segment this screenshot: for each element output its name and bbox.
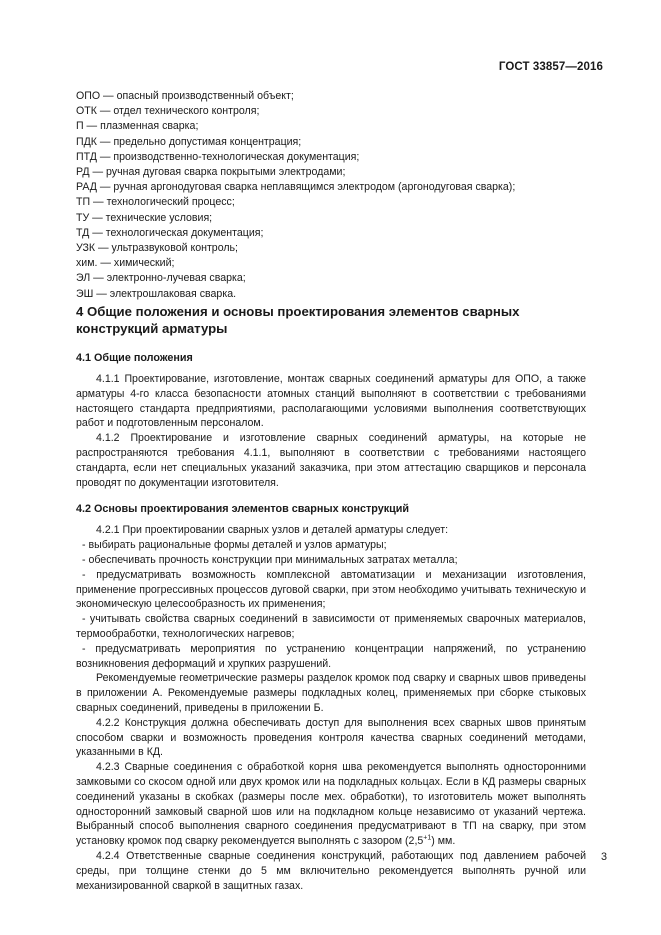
subsection-4-2-heading: 4.2 Основы проектирования элементов сварных конструкций: [76, 503, 410, 516]
abbreviation-item: ЭЛ — электронно-лучевая сварка;: [76, 272, 246, 285]
paragraph-4-2-1: 4.2.1 При проектировании сварных узлов и деталей арматуры следует:: [96, 524, 449, 537]
list-item: - предусматривать мероприятия по устранению концентрации напряжений, по устранению возникновения деформаций и хрупких разрушений.: [76, 642, 586, 670]
tolerance-superscript: +1: [423, 834, 432, 842]
abbreviation-item: ТП — технологический процесс;: [76, 196, 235, 209]
abbreviation-item: ТД — технологическая документация;: [76, 226, 264, 239]
list-item: - предусматривать возможность комплексной автоматизации и механизации изготовления, применение прогрессивных процессов дуговой сварки, при этом необходимо учитывать техническую и экономическую целесообразность их применения;: [76, 568, 586, 611]
paragraph-4-1-1: 4.1.1 Проектирование, изготовление, монтаж сварных соединений арматуры для ОПО, а также арматуры 4-го класса безопасности атомных станций выполняют в соответствии с требованиями настоящего стандарта предприятиями, располагающими условиями выполнения соответствующих работ и подготовленным персоналом.: [76, 373, 586, 430]
subsection-4-1-heading: 4.1 Общие положения: [76, 352, 193, 364]
abbreviation-item: ОТК — отдел технического контроля;: [76, 105, 260, 118]
paragraph-4-2-3-text: 4.2.3 Сварные соединения с обработкой корня шва рекомендуется выполнять односторонними замковыми со скосом одной или двух кромок или на подкладных кольцах. Если в КД размеры сварных соединений указаны в скобках (размеры после мех. обработки), то изготовитель может выполнять односторонний замковый сварной шов или на подкладном кольце независимо от указаний чертежа. Выбранный способ выполнения сварного соединения предусматривают в ТП на сварку, при этом установку кромок под сварку рекомендуется выполнять с зазором (2,5: [76, 761, 586, 848]
abbreviation-item: П — плазменная сварка;: [76, 120, 199, 133]
abbreviation-item: РД — ручная дуговая сварка покрытыми электродами;: [76, 166, 346, 179]
abbreviation-item: ЭШ — электрошлаковая сварка.: [76, 287, 237, 300]
paragraph-recommended-sizes: Рекомендуемые геометрические размеры разделок кромок под сварку и сварных швов приведены в приложении А. Рекомендуемые размеры подкладных колец, применяемых при сборке стыковых сварных соединений, приведены в приложении Б.: [76, 672, 586, 714]
section-4: [76, 303, 586, 893]
abbreviation-item: ПДК — предельно допустимая концентрация;: [76, 135, 302, 148]
abbreviation-item: УЗК — ультразвуковой контроль;: [76, 242, 238, 255]
abbreviation-item: РАД — ручная аргонодуговая сварка неплавящимся электродом (аргонодуговая сварка);: [76, 181, 516, 194]
document-id-header: ГОСТ 33857—2016: [498, 61, 603, 73]
abbreviations-list: [76, 89, 515, 302]
abbreviation-item: ПТД — производственно-технологическая документация;: [76, 150, 360, 163]
paragraph-4-1-2: 4.1.2 Проектирование и изготовление сварных соединений арматуры, на которые не распространяются требования 4.1.1, выполняют в соответствии с требованиями настоящего стандарта, если нет специальных указаний заказчика, при этом аттестацию сварщиков и персонала проводят по документации изготовителя.: [76, 432, 586, 489]
paragraph-4-2-2: 4.2.2 Конструкция должна обеспечивать доступ для выполнения всех сварных швов принятым способом сварки и возможность проведения контроля качества сварных соединений методами, указанными в КД.: [76, 716, 586, 759]
paragraph-4-2-3-tail: ) мм.: [431, 835, 456, 848]
paragraph-4-2-4: 4.2.4 Ответственные сварные соединения конструкций, работающих под давлением рабочей среды, при толщине стенки до 5 мм включительно рекомендуется выполнять ручной или механизированной сваркой в защитных газах.: [76, 849, 586, 892]
abbreviation-item: ТУ — технические условия;: [76, 211, 213, 224]
paragraph-4-2-3: [76, 760, 586, 849]
page-number: 3: [600, 851, 607, 863]
list-item: - учитывать свойства сварных соединений в зависимости от применяемых сварочных материалов, термообработки, технологических нагревов;: [76, 613, 586, 640]
list-item: - выбирать рациональные формы деталей и узлов арматуры;: [82, 539, 387, 552]
list-item: - обеспечивать прочность конструкции при минимальных затратах металла;: [82, 553, 458, 566]
section-4-heading: 4 Общие положения и основы проектирования элементов сварных конструкций арматуры: [76, 304, 520, 336]
abbreviation-item: хим. — химический;: [76, 257, 175, 270]
abbreviation-item: ОПО — опасный производственный объект;: [76, 90, 294, 102]
